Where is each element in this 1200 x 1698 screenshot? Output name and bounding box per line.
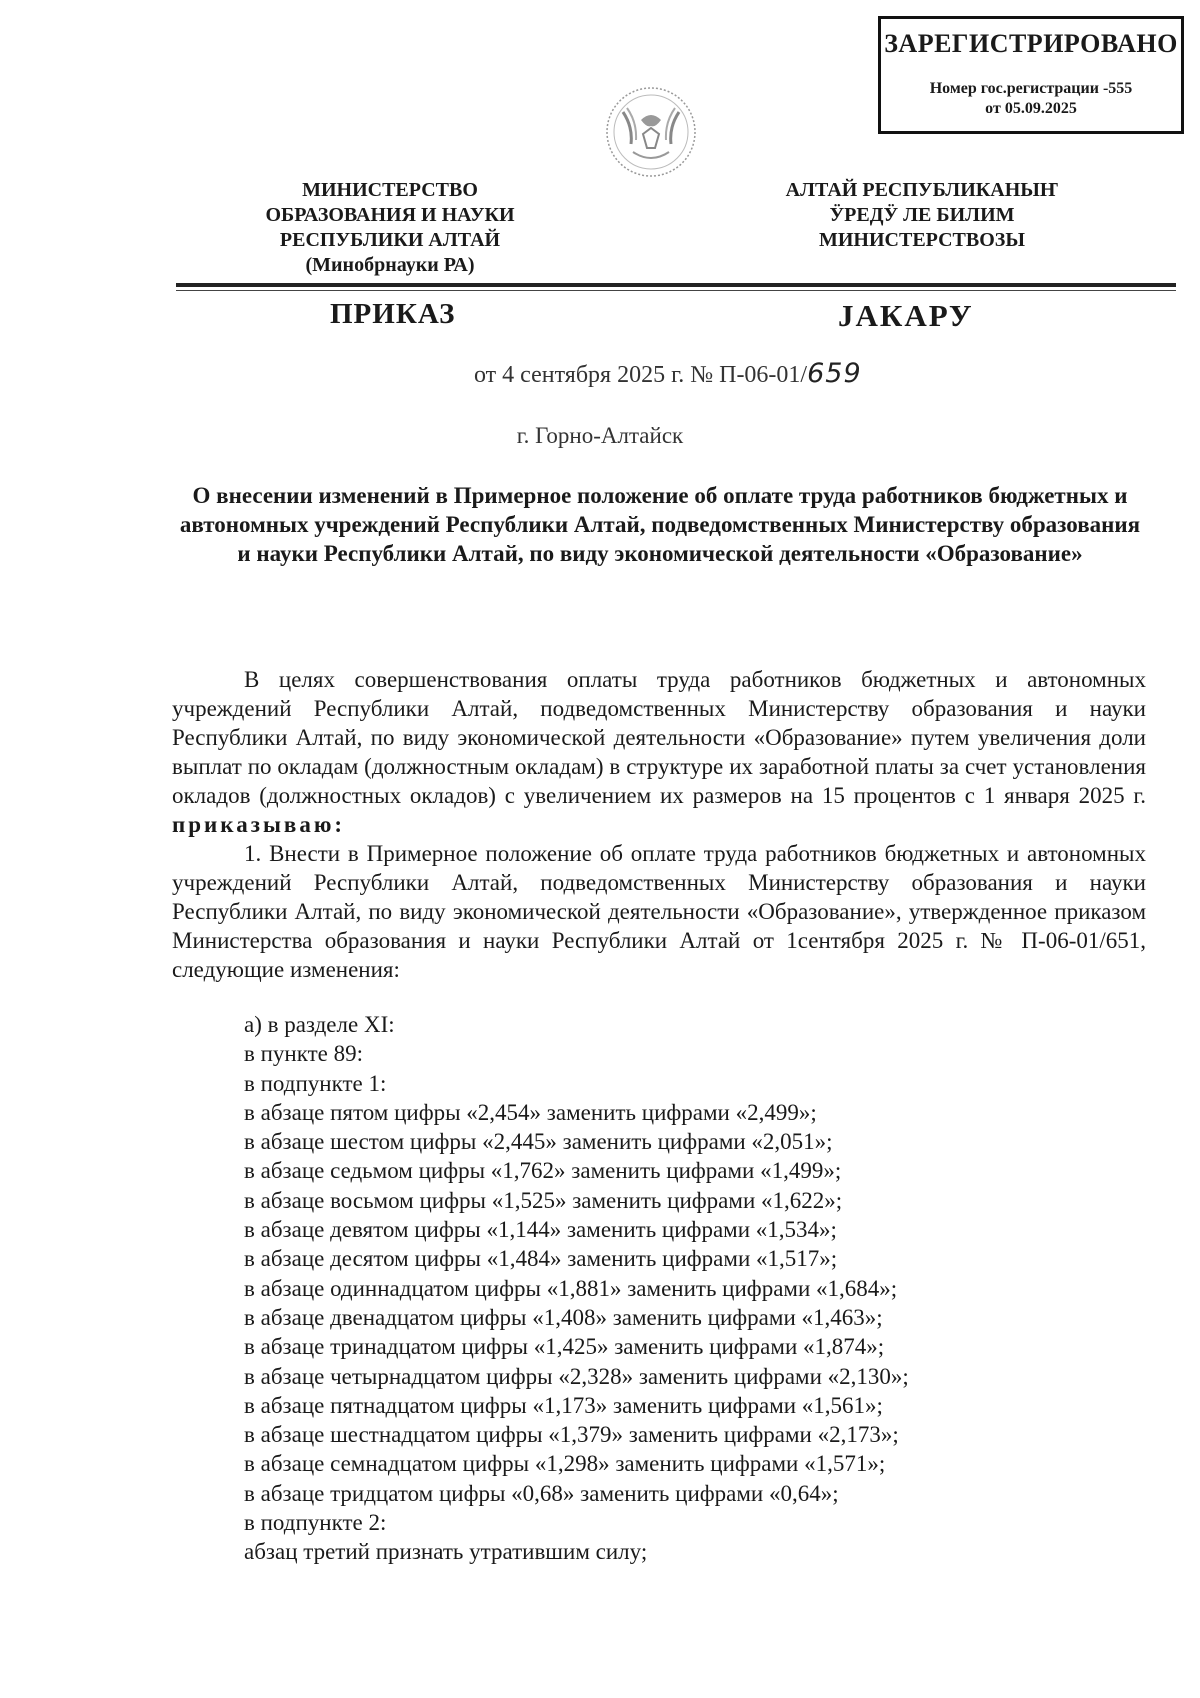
org-right-line: АЛТАЙ РЕСПУБЛИКАНЫҤ: [785, 179, 1059, 201]
ministry-name-russian: [250, 178, 530, 278]
amendment-line: в абзаце шестом цифры «2,445» заменить цифрами «2,051»;: [244, 1129, 833, 1155]
org-left-line: РЕСПУБЛИКИ АЛТАЙ: [279, 229, 501, 251]
amendment-line: в абзаце десятом цифры «1,484» заменить цифрами «1,517»;: [244, 1246, 838, 1272]
amendment-line: в абзаце семнадцатом цифры «1,298» заменить цифрами «1,571»;: [244, 1451, 886, 1477]
header-divider-thin: [176, 290, 1176, 291]
org-right-line: ӰРЕДӰ ЛЕ БИЛИМ: [829, 204, 1015, 226]
org-left-line: ОБРАЗОВАНИЯ И НАУКИ: [265, 204, 515, 226]
header-divider: [176, 283, 1176, 287]
org-left-line: (Минобрнауки РА): [305, 254, 475, 276]
preamble-text: В целях совершенствования оплаты труда работников бюджетных и автономных учреждений Республики Алтай, подведомственных Министерству образования и науки Республики Алтай, по виду экономической деятельности «Образование» путем увеличения доли выплат по окладам (должностным окладам) в структуре их заработной платы за счет установления окладов (должностных окладов) с увеличением их размеров на 15 процентов с 1 января 2025 г.: [172, 667, 1146, 808]
amendment-line: в абзаце одиннадцатом цифры «1,881» заменить цифрами «1,684»;: [244, 1275, 898, 1301]
amendment-line: в абзаце пятнадцатом цифры «1,173» заменить цифрами «1,561»;: [244, 1392, 883, 1418]
registration-stamp: [878, 16, 1184, 134]
amendment-line: в абзаце девятом цифры «1,144» заменить цифрами «1,534»;: [244, 1217, 837, 1243]
amendment-line: а) в разделе XI:: [244, 1012, 395, 1037]
order-body: [172, 665, 1146, 984]
amendment-line: в абзаце пятом цифры «2,454» заменить цифрами «2,499»;: [244, 1099, 817, 1125]
amendment-line: в подпункте 1:: [244, 1070, 387, 1096]
amendment-line: в абзаце двенадцатом цифры «1,408» заменить цифрами «1,463»;: [244, 1304, 883, 1330]
order-prefix: от 4 сентября 2025 г. № П-06-01/: [474, 362, 808, 388]
ministry-name-altai: [772, 178, 1072, 253]
amendments-list: [244, 1010, 909, 1567]
amendment-line: в абзаце седьмом цифры «1,762» заменить цифрами «1,499»;: [244, 1158, 842, 1184]
order-number-line: [474, 358, 862, 389]
city: г. Горно-Алтайск: [516, 423, 684, 448]
preamble-paragraph: [172, 665, 1146, 839]
handwritten-order-number: 659: [807, 358, 862, 389]
org-right-line: МИНИСТЕРСТВОЗЫ: [818, 229, 1025, 251]
amendment-line: в абзаце тринадцатом цифры «1,425» заменить цифрами «1,874»;: [244, 1334, 885, 1360]
amendment-line: в абзаце четырнадцатом цифры «2,328» заменить цифрами «2,130»;: [244, 1363, 909, 1389]
amendment-line: абзац третий признать утратившим силу;: [244, 1539, 648, 1565]
amendment-line: в абзаце восьмом цифры «1,525» заменить цифрами «1,622»;: [244, 1187, 843, 1213]
stamp-reg-number: Номер гос.регистрации -555: [929, 80, 1133, 97]
amendment-line: в абзаце шестнадцатом цифры «1,379» заменить цифрами «2,173»;: [244, 1422, 899, 1448]
item-1-paragraph: 1. Внести в Примерное положение об оплате труда работников бюджетных и автономных учреждений Республики Алтай, подведомственных Министерству образования и науки Республики Алтай, по виду экономической деятельности «Образование», утвержденное приказом Министерства образования и науки Республики Алтай от 1сентября 2025 г. № П-06-01/651, следующие изменения:: [172, 841, 1146, 982]
amendment-line: в пункте 89:: [244, 1041, 363, 1067]
amendment-line: в абзаце тридцатом цифры «0,68» заменить цифрами «0,64»;: [244, 1480, 839, 1506]
org-left-line: МИНИСТЕРСТВО: [302, 179, 478, 201]
order-heading: О внесении изменений в Примерное положение об оплате труда работников бюджетных и автономных учреждений Республики Алтай, подведомственных Министерству образования и науки Республики Алтай, по виду экономической деятельности «Образование»: [179, 483, 1141, 566]
stamp-reg-date: от 05.09.2025: [985, 100, 1077, 117]
command-word: приказываю:: [172, 812, 346, 837]
coat-of-arms-icon: [603, 82, 699, 182]
amendment-line: в подпункте 2:: [244, 1510, 387, 1536]
doc-type-russian: ПРИКАЗ: [330, 298, 456, 330]
doc-type-altai: ЈАКАРУ: [838, 298, 974, 333]
stamp-title: ЗАРЕГИСТРИРОВАНО: [884, 29, 1178, 58]
